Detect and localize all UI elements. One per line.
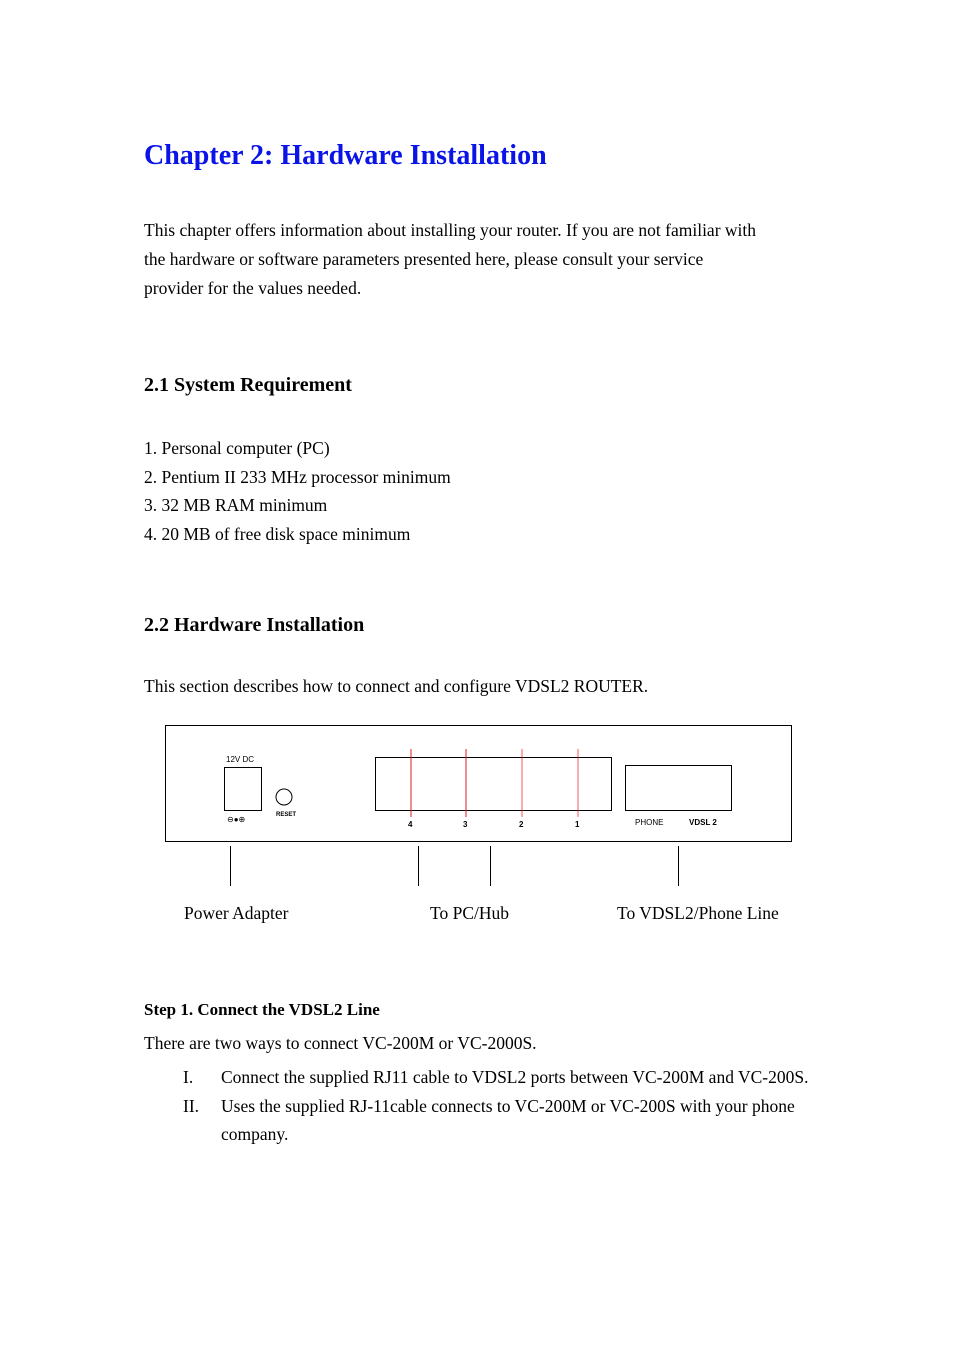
port-number: 3 (463, 820, 468, 829)
reset-label: RESET (276, 812, 297, 818)
port-number: 4 (408, 820, 413, 829)
chapter-title: Chapter 2: Hardware Installation (144, 140, 547, 171)
step-1-title: Step 1. Connect the VDSL2 Line (144, 1000, 380, 1019)
intro-line: the hardware or software parameters presented here, please consult your service (144, 249, 704, 269)
list-item-number: II. (183, 1095, 200, 1116)
port-number: 1 (575, 820, 580, 829)
list-item-text: Connect the supplied RJ11 cable to VDSL2 ports between VC-200M and VC-200S. (221, 1067, 809, 1087)
caption-power-adapter: Power Adapter (184, 903, 289, 923)
caption-pc-hub: To PC/Hub (430, 903, 509, 923)
section-heading-hardware-installation: 2.2 Hardware Installation (144, 614, 365, 636)
list-item: 3. 32 MB RAM minimum (144, 495, 328, 515)
list-item-text: Uses the supplied RJ-11cable connects to VC-200M or VC-200S with your phone company. (221, 1095, 795, 1144)
section-description: This section describes how to connect and configure VDSL2 ROUTER. (144, 676, 649, 696)
list-item-number: I. (183, 1067, 194, 1087)
port-number: 2 (519, 820, 524, 829)
power-port-label: 12V DC (226, 755, 255, 764)
power-port (225, 768, 262, 811)
list-item (183, 1092, 823, 1149)
vdsl-port-label: VDSL 2 (689, 818, 717, 827)
list-item (183, 1063, 823, 1092)
intro-line: This chapter offers information about installing your router. If you are not familiar with (144, 220, 757, 240)
step-1-intro: There are two ways to connect VC-200M or VC-2000S. (144, 1033, 537, 1053)
section-heading-system-requirement: 2.1 System Requirement (144, 374, 352, 396)
reset-button (276, 789, 292, 805)
phone-port-label: PHONE (635, 818, 664, 827)
list-item: 4. 20 MB of free disk space minimum (144, 523, 411, 544)
phone-vdsl-port-block (626, 766, 732, 811)
list-item: 2. Pentium II 233 MHz processor minimum (144, 466, 451, 487)
list-item: 1. Personal computer (PC) (144, 438, 330, 458)
step-1-list (183, 1063, 823, 1149)
intro-line: provider for the values needed. (144, 278, 362, 298)
caption-vdsl-phone-line: To VDSL2/Phone Line (617, 903, 779, 923)
power-polarity-icon: ⊖●⊕ (227, 815, 246, 824)
